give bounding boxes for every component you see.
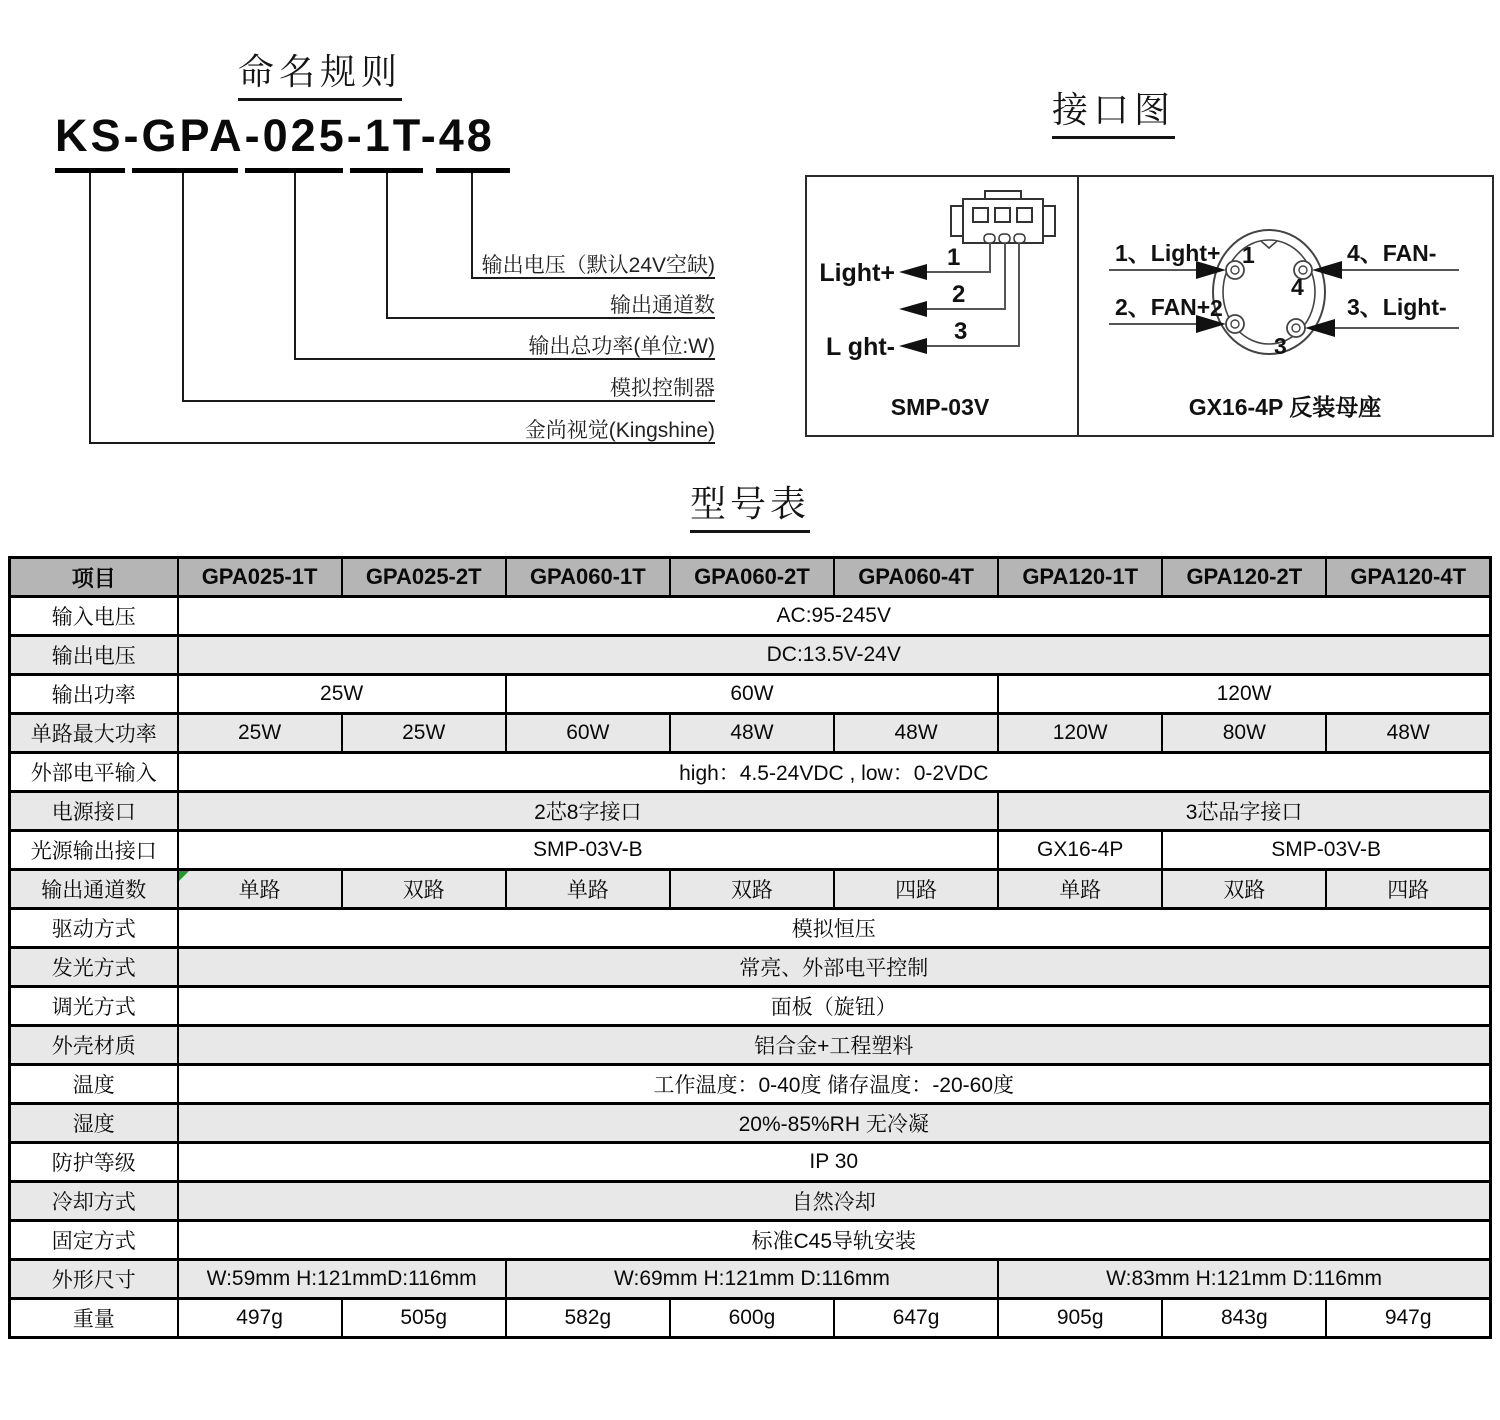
naming-label-total-power: 输出总功率(单位:W) bbox=[528, 335, 715, 358]
connector-notch bbox=[984, 234, 995, 243]
cell-value: 25W bbox=[178, 714, 342, 753]
cell-value bbox=[178, 870, 342, 909]
row-label: 外形尺寸 bbox=[10, 1260, 178, 1299]
cell-value: 单路 bbox=[998, 870, 1162, 909]
connector-notch bbox=[1014, 234, 1025, 243]
row-label: 输出通道数 bbox=[10, 870, 178, 909]
cell-value: 600g bbox=[670, 1299, 834, 1338]
cell-value: 单路 bbox=[506, 870, 670, 909]
comment-marker bbox=[179, 871, 189, 881]
segment-underline-48 bbox=[436, 168, 510, 173]
gx16-caption: GX16-4P 反装母座 bbox=[1188, 394, 1382, 420]
gx16-label-pin4: 4、FAN- bbox=[1347, 240, 1437, 266]
cell-value: 647g bbox=[834, 1299, 998, 1338]
cell-value: W:83mm H:121mm D:116mm bbox=[998, 1260, 1490, 1299]
row-lighting-mode bbox=[10, 948, 1491, 987]
cell-value: 自然冷却 bbox=[178, 1182, 1491, 1221]
gx16-pin-number-2: 2 bbox=[1210, 295, 1223, 321]
row-label: 湿度 bbox=[10, 1104, 178, 1143]
model-table-title: 型号表 bbox=[690, 476, 810, 533]
pin-number-1: 1 bbox=[947, 244, 961, 271]
row-dimensions bbox=[10, 1260, 1491, 1299]
gx16-connector-drawing bbox=[1079, 177, 1490, 431]
connector-notch bbox=[999, 234, 1010, 243]
model-spec-table bbox=[8, 556, 1492, 1339]
segment-underline-gpa bbox=[132, 168, 238, 173]
connector-ear-right bbox=[1043, 206, 1055, 236]
gx16-label-pin2: 2、FAN+ bbox=[1115, 294, 1211, 320]
cell-text: 单路 bbox=[238, 879, 281, 902]
row-label: 外部电平输入 bbox=[10, 753, 178, 792]
row-mounting bbox=[10, 1221, 1491, 1260]
header-gpa060-4t: GPA060-4T bbox=[834, 558, 998, 597]
row-label: 驱动方式 bbox=[10, 909, 178, 948]
cell-value: 120W bbox=[998, 714, 1162, 753]
row-label: 输入电压 bbox=[10, 597, 178, 636]
cell-value: 48W bbox=[834, 714, 998, 753]
row-output-voltage bbox=[10, 636, 1491, 675]
row-light-output-connector bbox=[10, 831, 1491, 870]
row-housing-material bbox=[10, 1026, 1491, 1065]
header-gpa060-1t: GPA060-1T bbox=[506, 558, 670, 597]
cell-value: 947g bbox=[1326, 1299, 1490, 1338]
row-output-channels bbox=[10, 870, 1491, 909]
cell-value: 48W bbox=[1326, 714, 1490, 753]
cell-value: 标准C45导轨安装 bbox=[178, 1221, 1491, 1260]
smp03v-caption: SMP-03V bbox=[890, 394, 990, 420]
gx16-panel bbox=[1079, 177, 1492, 435]
cell-value: 80W bbox=[1162, 714, 1326, 753]
row-label: 防护等级 bbox=[10, 1143, 178, 1182]
cell-value: 工作温度：0-40度 储存温度：-20-60度 bbox=[178, 1065, 1491, 1104]
cell-value: GX16-4P bbox=[998, 831, 1162, 870]
cell-value: 843g bbox=[1162, 1299, 1326, 1338]
model-number: KS-GPA-025-1T-48 bbox=[55, 110, 495, 161]
row-dimming-mode bbox=[10, 987, 1491, 1026]
cell-value: 505g bbox=[342, 1299, 506, 1338]
header-gpa025-1t: GPA025-1T bbox=[178, 558, 342, 597]
header-gpa120-1t: GPA120-1T bbox=[998, 558, 1162, 597]
connector-ear-left bbox=[951, 206, 963, 236]
smp03v-panel bbox=[807, 177, 1079, 435]
row-weight bbox=[10, 1299, 1491, 1338]
cell-value: 铝合金+工程塑料 bbox=[178, 1026, 1491, 1065]
leader-line-vertical bbox=[89, 173, 91, 442]
row-humidity bbox=[10, 1104, 1491, 1143]
row-cooling-method bbox=[10, 1182, 1491, 1221]
naming-label-channel-count: 输出通道数 bbox=[610, 294, 715, 317]
row-label: 发光方式 bbox=[10, 948, 178, 987]
cell-value: 120W bbox=[998, 675, 1490, 714]
cell-value: 60W bbox=[506, 675, 998, 714]
pin-3-center bbox=[1292, 324, 1300, 332]
cell-value: 60W bbox=[506, 714, 670, 753]
cell-value: IP 30 bbox=[178, 1143, 1491, 1182]
row-label: 单路最大功率 bbox=[10, 714, 178, 753]
header-gpa060-2t: GPA060-2T bbox=[670, 558, 834, 597]
leader-line-vertical bbox=[386, 173, 388, 317]
table-header-row bbox=[10, 558, 1491, 597]
naming-label-brand: 金尚视觉(Kingshine) bbox=[524, 419, 715, 442]
cell-value: 2芯8字接口 bbox=[178, 792, 999, 831]
cell-value: 905g bbox=[998, 1299, 1162, 1338]
interface-diagram-title: 接口图 bbox=[1052, 82, 1175, 139]
row-drive-mode bbox=[10, 909, 1491, 948]
label-light-plus: Light+ bbox=[819, 259, 895, 287]
interface-diagram-box bbox=[805, 175, 1494, 437]
row-label: 光源输出接口 bbox=[10, 831, 178, 870]
header-gpa025-2t: GPA025-2T bbox=[342, 558, 506, 597]
gx16-pin-number-4: 4 bbox=[1291, 274, 1304, 300]
model-table-title-wrap bbox=[8, 476, 1492, 533]
cell-value: 3芯品字接口 bbox=[998, 792, 1490, 831]
naming-rules-title: 命名规则 bbox=[238, 44, 402, 101]
leader-line-vertical bbox=[182, 173, 184, 400]
cell-value: W:69mm H:121mm D:116mm bbox=[506, 1260, 998, 1299]
pin-2-center bbox=[1231, 320, 1239, 328]
smp03v-connector-drawing bbox=[807, 177, 1075, 431]
connector-pin-slot bbox=[995, 208, 1010, 222]
cell-value: 四路 bbox=[1326, 870, 1490, 909]
row-max-channel-power bbox=[10, 714, 1491, 753]
arrowhead-pin3 bbox=[899, 338, 927, 354]
row-protection-rating bbox=[10, 1143, 1491, 1182]
row-label: 重量 bbox=[10, 1299, 178, 1338]
cell-value: 双路 bbox=[342, 870, 506, 909]
cell-value: 25W bbox=[342, 714, 506, 753]
cell-value: 48W bbox=[670, 714, 834, 753]
pin-number-2: 2 bbox=[952, 281, 966, 308]
pin-4-center bbox=[1299, 266, 1307, 274]
header-gpa120-4t: GPA120-4T bbox=[1326, 558, 1490, 597]
gx16-pin-number-3: 3 bbox=[1274, 333, 1287, 359]
row-output-power bbox=[10, 675, 1491, 714]
cell-value: SMP-03V-B bbox=[1162, 831, 1490, 870]
connector-pin-slot bbox=[973, 208, 988, 222]
cell-value: 双路 bbox=[1162, 870, 1326, 909]
cell-value: 20%-85%RH 无冷凝 bbox=[178, 1104, 1491, 1143]
connector-pin-slot bbox=[1017, 208, 1032, 222]
header-item: 项目 bbox=[10, 558, 178, 597]
cell-value: 模拟恒压 bbox=[178, 909, 1491, 948]
row-label: 电源接口 bbox=[10, 792, 178, 831]
cell-value: 四路 bbox=[834, 870, 998, 909]
cell-value: 面板（旋钮） bbox=[178, 987, 1491, 1026]
cell-value: 双路 bbox=[670, 870, 834, 909]
cell-value: SMP-03V-B bbox=[178, 831, 999, 870]
row-label: 固定方式 bbox=[10, 1221, 178, 1260]
arrowhead-pin1 bbox=[899, 264, 927, 280]
row-label: 冷却方式 bbox=[10, 1182, 178, 1221]
row-label: 温度 bbox=[10, 1065, 178, 1104]
cell-value: high：4.5-24VDC , low：0-2VDC bbox=[178, 753, 1491, 792]
leader-line-vertical bbox=[294, 173, 296, 358]
row-temperature bbox=[10, 1065, 1491, 1104]
gx16-label-pin1: 1、Light+ bbox=[1115, 240, 1221, 266]
row-label: 调光方式 bbox=[10, 987, 178, 1026]
cell-value: 582g bbox=[506, 1299, 670, 1338]
cell-value: AC:95-245V bbox=[178, 597, 1491, 636]
row-power-connector bbox=[10, 792, 1491, 831]
cell-value: W:59mm H:121mmD:116mm bbox=[178, 1260, 506, 1299]
gx16-label-pin3: 3、Light- bbox=[1347, 294, 1447, 320]
row-label: 外壳材质 bbox=[10, 1026, 178, 1065]
cell-value: 常亮、外部电平控制 bbox=[178, 948, 1491, 987]
naming-label-output-voltage: 输出电压（默认24V空缺) bbox=[481, 254, 715, 277]
row-label: 输出电压 bbox=[10, 636, 178, 675]
pin-1-center bbox=[1231, 266, 1239, 274]
label-light-minus: L ght- bbox=[826, 333, 895, 361]
arrowhead-pin2 bbox=[899, 301, 927, 317]
row-input-voltage bbox=[10, 597, 1491, 636]
cell-value: 25W bbox=[178, 675, 506, 714]
gx16-pin-number-1: 1 bbox=[1242, 242, 1255, 268]
cell-value: 497g bbox=[178, 1299, 342, 1338]
naming-label-analog-controller: 模拟控制器 bbox=[610, 377, 715, 400]
leader-line-vertical bbox=[471, 173, 473, 277]
header-gpa120-2t: GPA120-2T bbox=[1162, 558, 1326, 597]
row-label: 输出功率 bbox=[10, 675, 178, 714]
cell-value: DC:13.5V-24V bbox=[178, 636, 1491, 675]
pin-number-3: 3 bbox=[954, 318, 968, 345]
row-external-level-input bbox=[10, 753, 1491, 792]
